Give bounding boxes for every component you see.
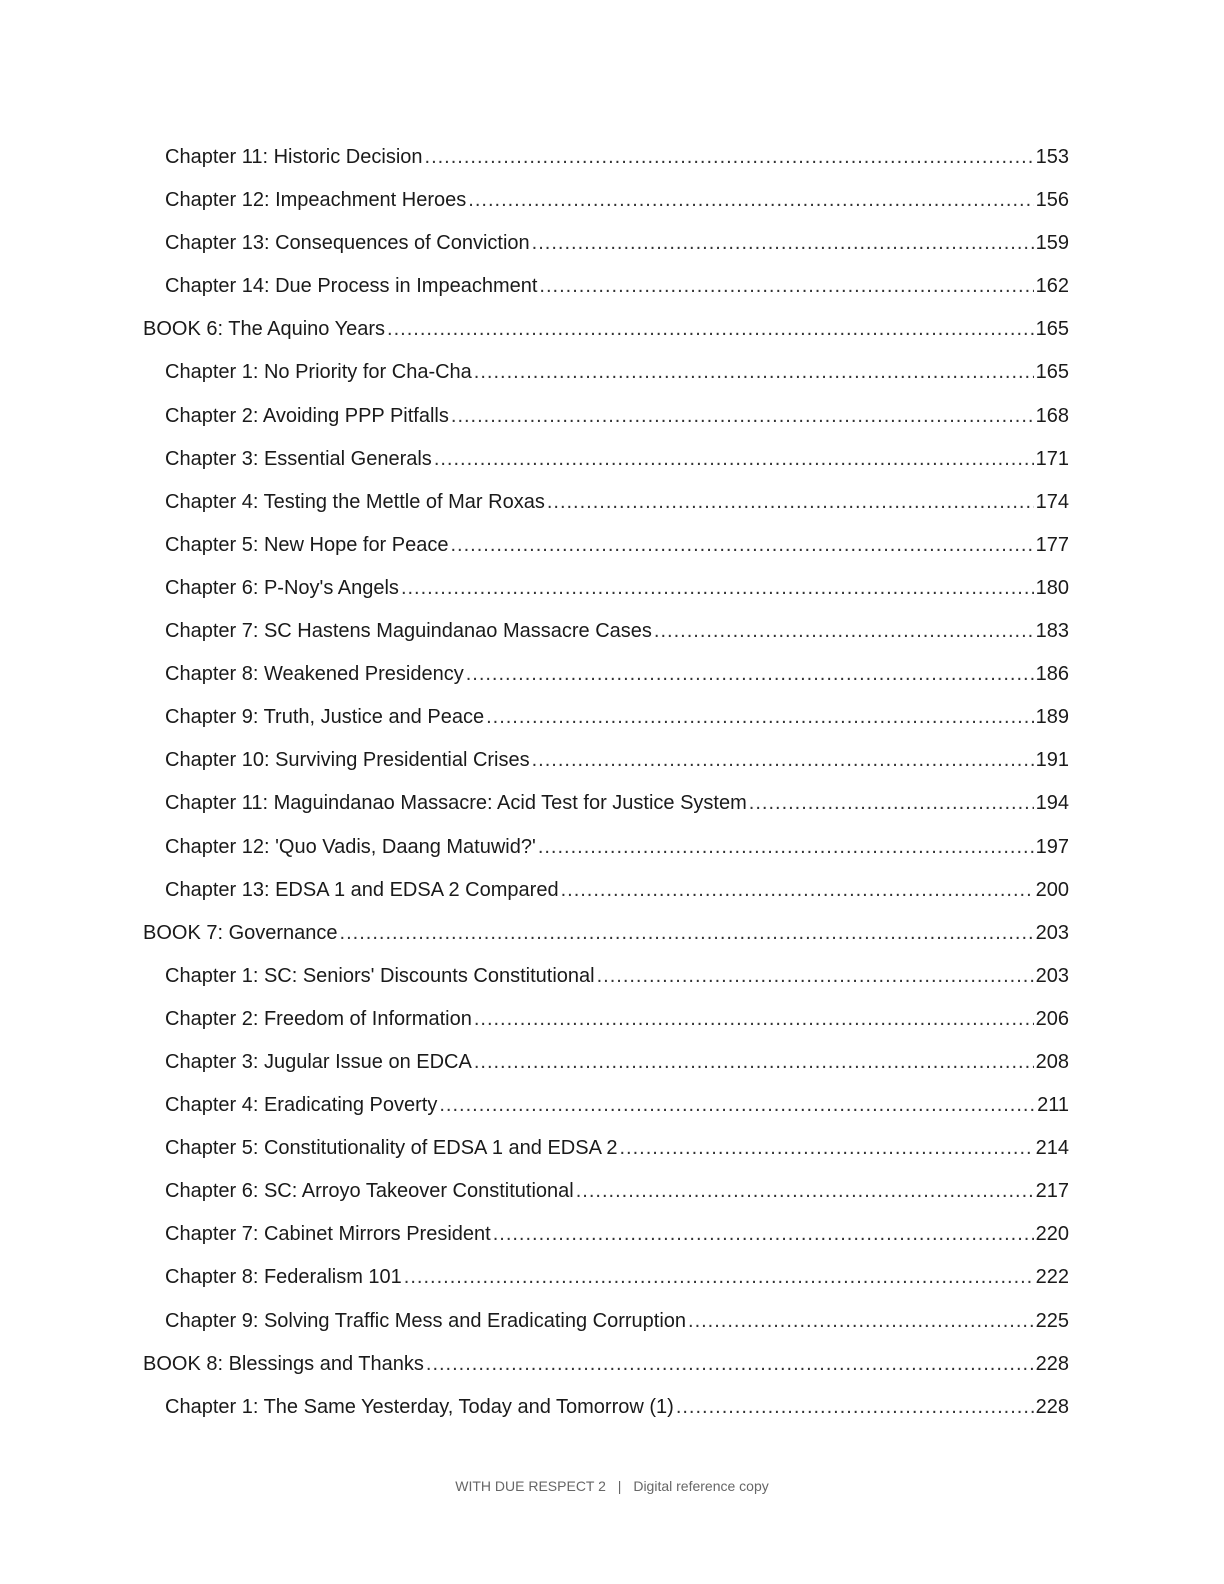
toc-entry-title: Chapter 10: Surviving Presidential Crises bbox=[165, 749, 530, 772]
toc-entry-title: Chapter 3: Jugular Issue on EDCA bbox=[165, 1050, 472, 1073]
toc-page-number: 162 bbox=[1035, 275, 1069, 298]
toc-entry-title: BOOK 6: The Aquino Years bbox=[143, 318, 386, 341]
toc-entry-title: Chapter 5: Constitutionality of EDSA 1 and EDSA 2 bbox=[165, 1137, 618, 1160]
toc-chapter-entry[interactable] bbox=[143, 1303, 1069, 1346]
footer-copy-note: Digital reference copy bbox=[633, 1478, 769, 1494]
toc-chapter-entry[interactable] bbox=[143, 1087, 1069, 1130]
toc-chapter-entry[interactable] bbox=[143, 958, 1069, 1001]
toc-book-entry[interactable] bbox=[143, 311, 1069, 354]
toc-entry-title: Chapter 8: Federalism 101 bbox=[165, 1266, 402, 1289]
toc-page-number: 225 bbox=[1035, 1309, 1069, 1332]
toc-page-number: 228 bbox=[1035, 1352, 1069, 1375]
toc-page-number: 220 bbox=[1035, 1223, 1069, 1246]
toc-chapter-entry[interactable] bbox=[143, 441, 1069, 484]
toc-entry-title: Chapter 1: No Priority for Cha-Cha bbox=[165, 361, 472, 384]
toc-page-number: 174 bbox=[1035, 490, 1069, 513]
toc-chapter-entry[interactable] bbox=[143, 872, 1069, 915]
toc-entry-title: Chapter 4: Eradicating Poverty bbox=[165, 1094, 438, 1117]
toc-page-number: 217 bbox=[1035, 1180, 1069, 1203]
toc-page-number: 191 bbox=[1035, 749, 1069, 772]
toc-chapter-entry[interactable] bbox=[143, 1044, 1069, 1087]
toc-page-number: 211 bbox=[1037, 1094, 1069, 1117]
toc-entry-title: Chapter 2: Freedom of Information bbox=[165, 1007, 472, 1030]
toc-entry-title: Chapter 4: Testing the Mettle of Mar Roxas bbox=[165, 490, 545, 513]
toc-dot-leader bbox=[474, 1044, 1034, 1080]
toc-chapter-entry[interactable] bbox=[143, 570, 1069, 613]
toc-page-number: 183 bbox=[1035, 620, 1069, 643]
toc-dot-leader bbox=[451, 527, 1034, 563]
toc-page-number: 180 bbox=[1035, 576, 1069, 599]
toc-entry-title: Chapter 5: New Hope for Peace bbox=[165, 533, 449, 556]
toc-page-number: 156 bbox=[1035, 189, 1069, 212]
toc-chapter-entry[interactable] bbox=[143, 656, 1069, 699]
toc-chapter-entry[interactable] bbox=[143, 699, 1069, 742]
toc-dot-leader bbox=[340, 915, 1034, 951]
toc-entry-title: Chapter 7: SC Hastens Maguindanao Massacre Cases bbox=[165, 620, 652, 643]
toc-dot-leader bbox=[654, 613, 1034, 649]
page-footer bbox=[0, 1478, 1224, 1494]
toc-page-number: 153 bbox=[1035, 146, 1069, 168]
toc-dot-leader bbox=[561, 872, 1034, 908]
toc-chapter-entry[interactable] bbox=[143, 1130, 1069, 1173]
toc-dot-leader bbox=[466, 656, 1034, 692]
toc-dot-leader bbox=[404, 1259, 1034, 1295]
toc-dot-leader bbox=[486, 699, 1034, 735]
toc-entry-title: Chapter 13: EDSA 1 and EDSA 2 Compared bbox=[165, 878, 559, 901]
toc-entry-title: Chapter 12: Impeachment Heroes bbox=[165, 189, 467, 212]
toc-page-number: 208 bbox=[1035, 1050, 1069, 1073]
toc-chapter-entry[interactable] bbox=[143, 139, 1069, 182]
toc-dot-leader bbox=[532, 225, 1034, 261]
toc-chapter-entry[interactable] bbox=[143, 742, 1069, 785]
toc-chapter-entry[interactable] bbox=[143, 1173, 1069, 1216]
toc-chapter-entry[interactable] bbox=[143, 268, 1069, 311]
footer-separator: | bbox=[617, 1478, 622, 1494]
toc-entry-title: Chapter 9: Solving Traffic Mess and Eradicating Corruption bbox=[165, 1309, 687, 1332]
table-of-contents bbox=[143, 139, 1069, 1432]
toc-entry-title: Chapter 3: Essential Generals bbox=[165, 447, 432, 470]
toc-entry-title: Chapter 6: P-Noy's Angels bbox=[165, 576, 399, 599]
toc-book-entry[interactable] bbox=[143, 915, 1069, 958]
toc-page-number: 165 bbox=[1035, 361, 1069, 384]
toc-page-number: 203 bbox=[1035, 921, 1069, 944]
toc-page-number: 177 bbox=[1035, 533, 1069, 556]
toc-dot-leader bbox=[493, 1216, 1034, 1252]
toc-page-number: 214 bbox=[1035, 1137, 1069, 1160]
toc-entry-title: Chapter 11: Historic Decision bbox=[165, 146, 423, 168]
toc-chapter-entry[interactable] bbox=[143, 613, 1069, 656]
toc-entry-title: Chapter 11: Maguindanao Massacre: Acid Test for Justice System bbox=[165, 792, 747, 815]
toc-dot-leader bbox=[425, 139, 1034, 175]
toc-book-entry[interactable] bbox=[143, 1346, 1069, 1389]
toc-dot-leader bbox=[749, 785, 1034, 821]
toc-entry-title: Chapter 6: SC: Arroyo Takeover Constitutional bbox=[165, 1180, 574, 1203]
toc-chapter-entry[interactable] bbox=[143, 1259, 1069, 1302]
toc-chapter-entry[interactable] bbox=[143, 484, 1069, 527]
toc-entry-title: Chapter 13: Consequences of Conviction bbox=[165, 232, 530, 255]
toc-page-number: 206 bbox=[1035, 1007, 1069, 1030]
toc-page-number: 197 bbox=[1035, 835, 1069, 858]
toc-page-number: 200 bbox=[1035, 878, 1069, 901]
toc-entry-title: Chapter 8: Weakened Presidency bbox=[165, 663, 464, 686]
toc-dot-leader bbox=[474, 354, 1034, 390]
toc-dot-leader bbox=[539, 268, 1033, 304]
toc-dot-leader bbox=[439, 1087, 1035, 1123]
toc-chapter-entry[interactable] bbox=[143, 1216, 1069, 1259]
toc-page-number: 194 bbox=[1035, 792, 1069, 815]
toc-chapter-entry[interactable] bbox=[143, 527, 1069, 570]
toc-entry-title: Chapter 9: Truth, Justice and Peace bbox=[165, 706, 485, 729]
toc-dot-leader bbox=[538, 829, 1034, 865]
toc-entry-title: Chapter 1: The Same Yesterday, Today and Tomorrow (1) bbox=[165, 1395, 674, 1418]
toc-dot-leader bbox=[434, 441, 1034, 477]
toc-dot-leader bbox=[387, 311, 1034, 347]
toc-page-number: 228 bbox=[1035, 1395, 1069, 1418]
toc-chapter-entry[interactable] bbox=[143, 785, 1069, 828]
toc-page-number: 186 bbox=[1035, 663, 1069, 686]
toc-dot-leader bbox=[401, 570, 1034, 606]
toc-page-number: 168 bbox=[1035, 404, 1069, 427]
toc-entry-title: Chapter 7: Cabinet Mirrors President bbox=[165, 1223, 491, 1246]
toc-page-number: 159 bbox=[1035, 232, 1069, 255]
toc-entry-title: Chapter 2: Avoiding PPP Pitfalls bbox=[165, 404, 449, 427]
toc-dot-leader bbox=[619, 1130, 1033, 1166]
toc-entry-title: Chapter 14: Due Process in Impeachment bbox=[165, 275, 538, 298]
toc-chapter-entry[interactable] bbox=[143, 829, 1069, 872]
toc-entry-title: Chapter 12: 'Quo Vadis, Daang Matuwid?' bbox=[165, 835, 536, 858]
toc-dot-leader bbox=[468, 182, 1033, 218]
toc-page-number: 203 bbox=[1035, 964, 1069, 987]
footer-book-title: WITH DUE RESPECT 2 bbox=[455, 1478, 606, 1494]
toc-page-number: 222 bbox=[1035, 1266, 1069, 1289]
toc-dot-leader bbox=[532, 742, 1034, 778]
toc-chapter-entry[interactable] bbox=[143, 354, 1069, 397]
toc-page-number: 171 bbox=[1035, 447, 1069, 470]
toc-entry-title: Chapter 1: SC: Seniors' Discounts Constitutional bbox=[165, 964, 595, 987]
toc-chapter-entry[interactable] bbox=[143, 182, 1069, 225]
toc-chapter-entry[interactable] bbox=[143, 225, 1069, 268]
toc-page-number: 165 bbox=[1035, 318, 1069, 341]
toc-dot-leader bbox=[451, 398, 1034, 434]
toc-dot-leader bbox=[426, 1346, 1034, 1382]
toc-chapter-entry[interactable] bbox=[143, 1389, 1069, 1432]
toc-page-number: 189 bbox=[1035, 706, 1069, 729]
toc-dot-leader bbox=[547, 484, 1034, 520]
toc-entry-title: BOOK 7: Governance bbox=[143, 921, 338, 944]
toc-dot-leader bbox=[676, 1389, 1034, 1425]
toc-chapter-entry[interactable] bbox=[143, 398, 1069, 441]
toc-entry-title: BOOK 8: Blessings and Thanks bbox=[143, 1352, 424, 1375]
toc-dot-leader bbox=[688, 1303, 1034, 1339]
toc-dot-leader bbox=[597, 958, 1034, 994]
toc-chapter-entry[interactable] bbox=[143, 1001, 1069, 1044]
toc-dot-leader bbox=[576, 1173, 1034, 1209]
toc-dot-leader bbox=[474, 1001, 1034, 1037]
